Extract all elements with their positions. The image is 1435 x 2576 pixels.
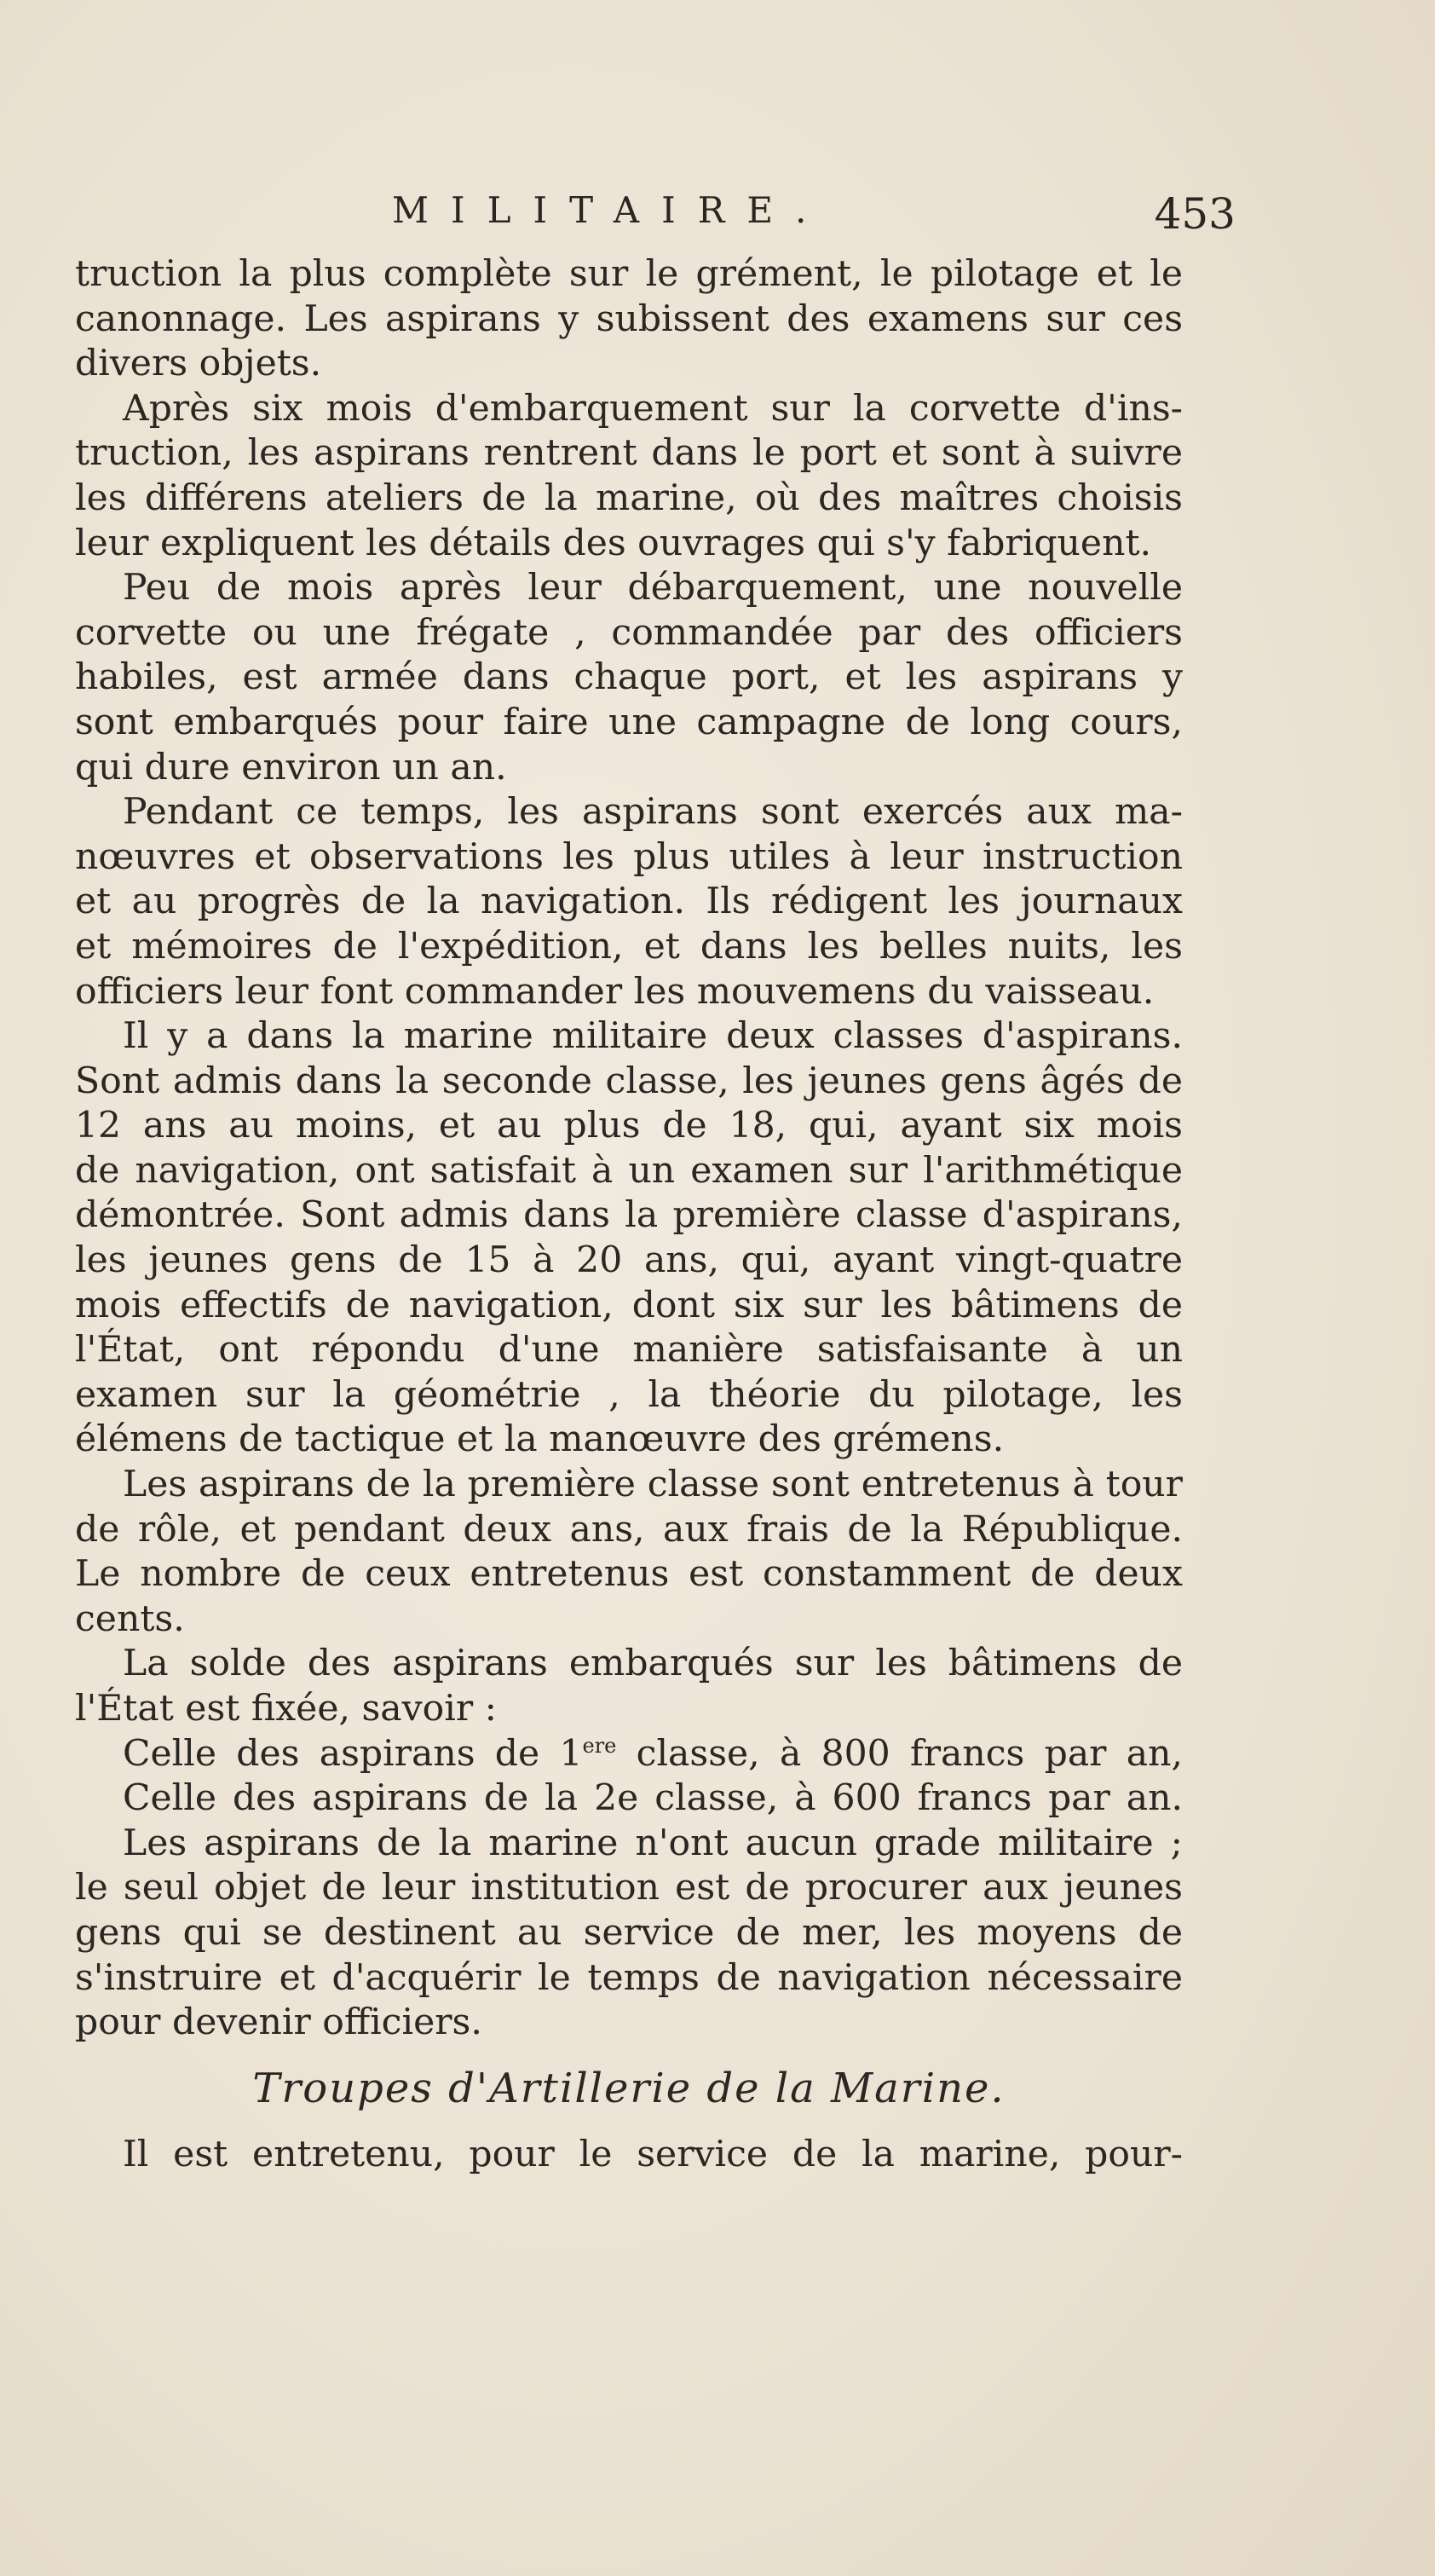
text-line: pour devenir officiers. [75, 2001, 482, 2044]
text-line: les différens ateliers de la marine, où des maîtres choisis [75, 477, 1183, 519]
text-line: leur expliquent les détails des ouvrages qui s'y fabriquent. [75, 522, 1152, 564]
running-head: MILITAIRE. [392, 189, 829, 231]
text-line: Après six mois d'embarquement sur la corvette d'ins- [123, 387, 1183, 430]
section-heading: Troupes d'Artillerie de la Marine. [252, 2064, 1006, 2112]
text-line: et mémoires de l'expédition, et dans les belles nuits, les [75, 925, 1183, 967]
text-line: 12 ans au moins, et au plus de 18, qui, ayant six mois [75, 1105, 1183, 1147]
text-line: divers objets. [75, 343, 322, 385]
text-line: les jeunes gens de 15 à 20 ans, qui, ayant vingt-quatre [75, 1239, 1183, 1282]
text-line: qui dure environ un an. [75, 746, 507, 788]
text-line: Le nombre de ceux entretenus est constamment de deux [75, 1553, 1183, 1596]
page-header [392, 189, 1236, 240]
text-line: s'instruire et d'acquérir le temps de navigation nécessaire [75, 1956, 1183, 1999]
text-line: sont embarqués pour faire une campagne de long cours, [75, 701, 1183, 743]
text-line: le seul objet de leur institution est de procurer aux jeunes [75, 1867, 1183, 1909]
text-line: démontrée. Sont admis dans la première classe d'aspirans, [75, 1194, 1183, 1237]
text-line: habiles, est armée dans chaque port, et les aspirans y [75, 656, 1183, 699]
text-line: Pendant ce temps, les aspirans sont exercés aux ma- [123, 791, 1183, 834]
text-line: l'État est fixée, savoir : [75, 1688, 497, 1730]
text-line: Les aspirans de la marine n'ont aucun grade militaire ; [123, 1822, 1183, 1864]
text-line: gens qui se destinent au service de mer, les moyens de [75, 1911, 1183, 1954]
text-line: Les aspirans de la première classe sont entretenus à tour [123, 1464, 1183, 1506]
text-line: élémens de tactique et la manœuvre des grémens. [75, 1418, 1005, 1461]
text-line: de navigation, ont satisfait à un examen sur l'arithmétique [75, 1149, 1183, 1192]
text-line: Il y a dans la marine militaire deux classes d'aspirans. [123, 1015, 1183, 1058]
text-line: examen sur la géométrie , la théorie du pilotage, les [75, 1373, 1183, 1416]
text-line-final: Il est entretenu, pour le service de la marine, pour- [123, 2133, 1183, 2175]
text-line: canonnage. Les aspirans y subissent des examens sur ces [75, 297, 1183, 340]
text-line: mois effectifs de navigation, dont six sur les bâtimens de [75, 1284, 1183, 1326]
text-line: Sont admis dans la seconde classe, les jeunes gens âgés de [75, 1060, 1183, 1102]
body-text [75, 252, 1183, 2177]
text-line: de rôle, et pendant deux ans, aux frais de la République. [75, 1508, 1183, 1551]
text-line: cents. [75, 1597, 185, 1640]
text-line: Peu de mois après leur débarquement, une nouvelle [123, 567, 1183, 609]
text-line: et au progrès de la navigation. Ils rédigent les journaux [75, 881, 1183, 923]
text-line: nœuvres et observations les plus utiles à leur instruction [75, 835, 1183, 878]
page-number: 453 [1154, 189, 1236, 239]
text-line: Celle des aspirans de 1ere classe, à 800 francs par an, [123, 1732, 1183, 1775]
text-line: corvette ou une frégate , commandée par des officiers [75, 611, 1183, 654]
text-line: La solde des aspirans embarqués sur les bâtimens de [123, 1643, 1183, 1685]
text-line: l'État, ont répondu d'une manière satisfaisante à un [75, 1329, 1183, 1372]
text-line: truction la plus complète sur le grément, le pilotage et le [75, 253, 1183, 295]
text-line: truction, les aspirans rentrent dans le port et sont à suivre [75, 432, 1183, 475]
text-line: Celle des aspirans de la 2e classe, à 600 francs par an. [123, 1777, 1183, 1820]
text-line: officiers leur font commander les mouvemens du vaisseau. [75, 970, 1155, 1013]
